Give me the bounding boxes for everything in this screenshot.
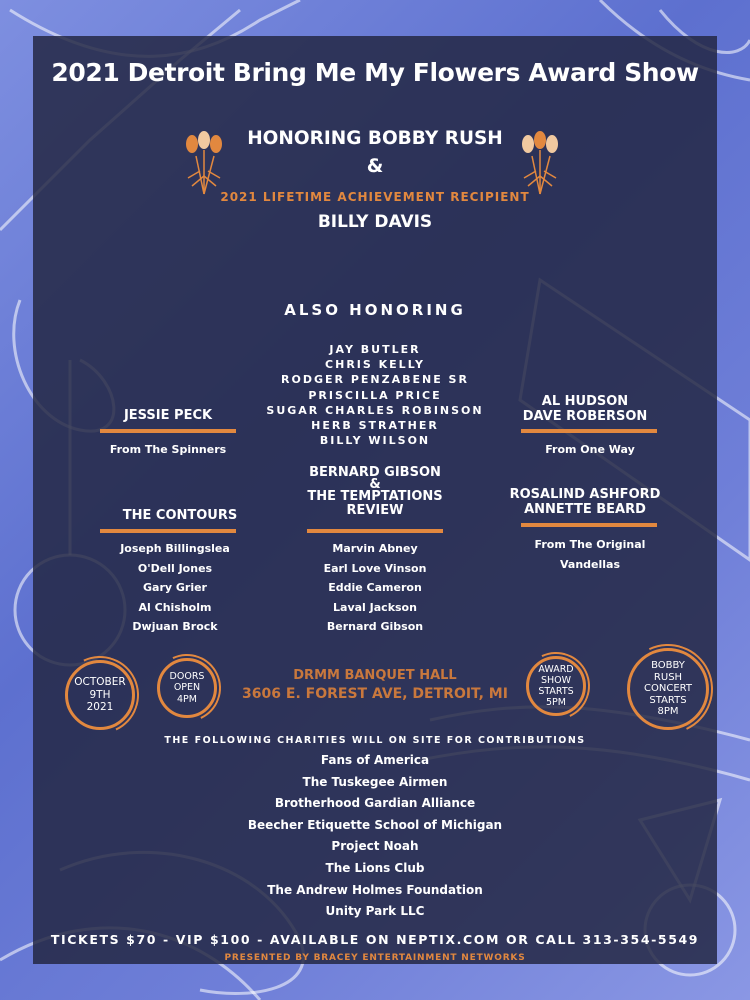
list-item: Joseph Billingslea bbox=[120, 542, 230, 555]
list-item: Unity Park LLC bbox=[325, 904, 425, 919]
list-item: Dwjuan Brock bbox=[132, 620, 218, 633]
list-item: Brotherhood Gardian Alliance bbox=[274, 796, 476, 811]
divider bbox=[100, 429, 236, 433]
also-honoring-list bbox=[250, 342, 500, 448]
group-members-one-way bbox=[510, 440, 670, 460]
date-badge: OCTOBER 9TH 2021 bbox=[65, 660, 135, 730]
charities-list bbox=[200, 750, 550, 923]
divider bbox=[307, 529, 443, 533]
honoree-heading: HONORING BOBBY RUSH bbox=[247, 128, 503, 149]
divider bbox=[100, 529, 236, 533]
group-heading-contours: THE CONTOURS bbox=[122, 508, 238, 523]
venue-name: DRMM BANQUET HALL bbox=[293, 668, 457, 683]
list-item: Laval Jackson bbox=[333, 600, 417, 614]
doors-open-badge: DOORS OPEN 4PM bbox=[157, 658, 217, 718]
list-item: Earl Love Vinson bbox=[323, 561, 427, 575]
list-item: Al Chisholm bbox=[138, 600, 212, 614]
divider bbox=[521, 523, 657, 527]
presented-by: PRESENTED BY BRACEY ENTERTAINMENT NETWORKS bbox=[224, 953, 526, 963]
list-item: The Andrew Holmes Foundation bbox=[267, 882, 483, 897]
lifetime-name: BILLY DAVIS bbox=[317, 212, 433, 232]
list-item: BILLY WILSON bbox=[319, 434, 431, 448]
group-heading-temptations: BERNARD GIBSON & THE TEMPTATIONS REVIEW bbox=[307, 465, 443, 518]
group-members-temptations bbox=[295, 539, 455, 637]
list-item: Beecher Etiquette School of Michigan bbox=[247, 817, 503, 832]
page-title: 2021 Detroit Bring Me My Flowers Award Show bbox=[51, 58, 699, 87]
list-item: Eddie Cameron bbox=[328, 581, 422, 594]
list-item: HERB STRATHER bbox=[311, 419, 439, 433]
list-item: From One Way bbox=[545, 443, 635, 456]
lifetime-label: 2021 LIFETIME ACHIEVEMENT RECIPIENT bbox=[220, 190, 530, 204]
group-members-contours bbox=[90, 539, 260, 637]
also-honoring-heading: ALSO HONORING bbox=[284, 301, 466, 319]
concert-badge: BOBBY RUSH CONCERT STARTS 8PM bbox=[627, 648, 709, 730]
list-item: Bernard Gibson bbox=[326, 620, 424, 633]
list-item: JAY BUTLER bbox=[329, 343, 421, 356]
list-item: PRISCILLA PRICE bbox=[308, 388, 442, 402]
list-item: From The Original bbox=[534, 538, 646, 551]
list-item: SUGAR CHARLES ROBINSON bbox=[266, 403, 484, 417]
group-members-jessie-peck bbox=[90, 440, 246, 460]
divider bbox=[521, 429, 657, 433]
list-item: CHRIS KELLY bbox=[325, 358, 425, 372]
list-item: Project Noah bbox=[331, 839, 419, 854]
ticket-info: TICKETS $70 - VIP $100 - AVAILABLE ON NEPTIX.COM OR CALL 313-354-5549 bbox=[50, 932, 700, 947]
charities-heading: THE FOLLOWING CHARITIES WILL ON SITE FOR CONTRIBUTIONS bbox=[164, 735, 586, 746]
list-item: O'Dell Jones bbox=[137, 561, 213, 575]
group-heading-al-hudson: AL HUDSON DAVE ROBERSON bbox=[522, 394, 648, 424]
venue-address: 3606 E. FOREST AVE, DETROIT, MI bbox=[242, 686, 508, 702]
award-show-badge: AWARD SHOW STARTS 5PM bbox=[526, 656, 586, 716]
list-item: Gary Grier bbox=[143, 581, 207, 594]
list-item: The Tuskegee Airmen bbox=[302, 774, 448, 789]
group-members-vandellas bbox=[505, 535, 675, 574]
ampersand: & bbox=[366, 155, 384, 177]
list-item: RODGER PENZABENE SR bbox=[281, 373, 469, 387]
list-item: Fans of America bbox=[320, 753, 430, 767]
group-heading-vandellas: ROSALIND ASHFORD ANNETTE BEARD bbox=[509, 487, 661, 517]
list-item: Marvin Abney bbox=[332, 542, 418, 555]
list-item: The Lions Club bbox=[325, 860, 425, 875]
group-heading-jessie-peck: JESSIE PECK bbox=[123, 408, 213, 423]
list-item: From The Spinners bbox=[109, 443, 227, 456]
list-item: Vandellas bbox=[559, 557, 620, 571]
